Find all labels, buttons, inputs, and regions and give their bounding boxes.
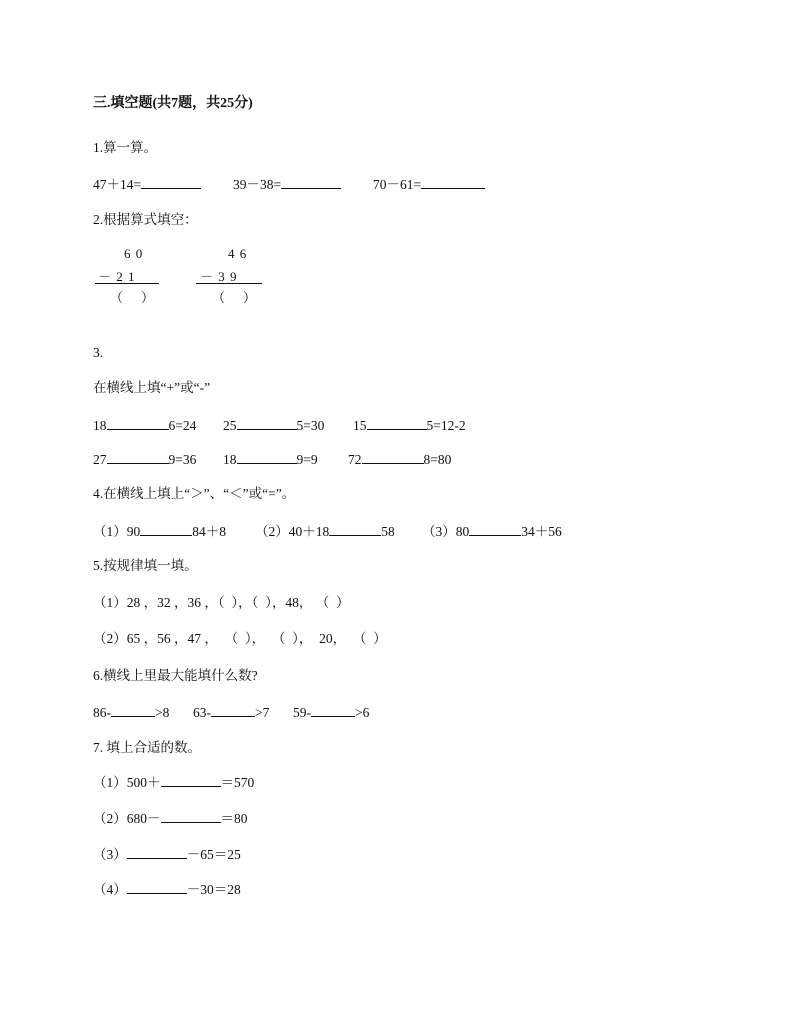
q7-item-2 xyxy=(93,809,248,828)
q7-index-3: （3） xyxy=(93,847,127,862)
q6-label: 6.横线上里最大能填什么数? xyxy=(93,668,258,683)
q3-r1-left-3: 15 xyxy=(353,418,367,433)
q6-right-3: >6 xyxy=(355,705,370,720)
answer-blank[interactable] xyxy=(281,175,341,189)
q3-r2-item-3 xyxy=(348,450,451,469)
q7-item-4 xyxy=(93,880,241,899)
q6-left-2: 63- xyxy=(193,705,211,720)
q4-left-2: 40＋18 xyxy=(288,524,330,539)
q7-label: 7. 填上合适的数。 xyxy=(93,740,201,755)
q7-index-1: （1） xyxy=(93,775,127,790)
answer-blank[interactable] xyxy=(329,522,381,536)
answer-blank[interactable] xyxy=(107,450,169,464)
q3-number: 3. xyxy=(93,345,104,360)
answer-blank[interactable] xyxy=(111,703,155,717)
answer-blank[interactable] xyxy=(237,450,297,464)
q2b-answer-paren[interactable]: （ ） xyxy=(212,290,258,305)
q3-r2-left-1: 27 xyxy=(93,452,107,467)
q1-item-1 xyxy=(93,175,201,194)
q3-r2-left-2: 18 xyxy=(223,452,237,467)
answer-blank[interactable] xyxy=(161,773,221,787)
q4-left-1: 90 xyxy=(126,524,141,539)
q7-index-2: （2） xyxy=(93,811,127,826)
q4-item-2 xyxy=(255,522,395,541)
q2a-rule xyxy=(95,283,159,284)
q6-left-1: 86- xyxy=(93,705,111,720)
q2b-minuend: 4 6 xyxy=(228,246,248,261)
q3-r2-right-1: 9=36 xyxy=(168,452,197,467)
q6-item-3 xyxy=(293,703,369,722)
q1-expr-1: 47＋14= xyxy=(93,177,142,192)
q3-r1-item-1 xyxy=(93,416,196,435)
q5-label: 5.按规律填一填。 xyxy=(93,558,198,573)
answer-blank[interactable] xyxy=(362,450,424,464)
q4-item-1 xyxy=(93,522,226,541)
q2b-rule xyxy=(196,283,262,284)
q4-right-2: 58 xyxy=(381,524,395,539)
q1-expr-2: 39－38= xyxy=(233,177,282,192)
q3-r1-left-2: 25 xyxy=(223,418,237,433)
answer-blank[interactable] xyxy=(237,416,297,430)
q2-label: 2.根据算式填空： xyxy=(93,212,198,227)
q2b-subtrahend: － 3 9 xyxy=(200,269,238,284)
answer-blank[interactable] xyxy=(141,175,201,189)
answer-blank[interactable] xyxy=(127,880,187,894)
q4-right-3: 34＋56 xyxy=(521,524,562,539)
answer-blank[interactable] xyxy=(469,522,521,536)
q3-r2-right-2: 9=9 xyxy=(296,452,318,467)
q3-r2-right-3: 8=80 xyxy=(423,452,452,467)
q7-index-4: （4） xyxy=(93,882,127,897)
q3-r1-right-1: 6=24 xyxy=(168,418,197,433)
q7-item-1 xyxy=(93,773,254,792)
q4-right-1: 84＋8 xyxy=(192,524,226,539)
q1-label: 1.算一算。 xyxy=(93,140,158,155)
q7-pre-1: 500＋ xyxy=(126,775,161,790)
q3-r1-item-3 xyxy=(353,416,466,435)
q6-left-3: 59- xyxy=(293,705,311,720)
q2a-minuend: 6 0 xyxy=(124,246,144,261)
q4-index-1: （1） xyxy=(93,524,127,539)
q7-pre-2: 680－ xyxy=(126,811,161,826)
q5-row-2[interactable]: （2）65 ，56 ，47 ， （ ）， （ ）， 20， （ ） xyxy=(93,631,387,646)
q6-item-2 xyxy=(193,703,269,722)
q1-item-3 xyxy=(373,175,485,194)
answer-blank[interactable] xyxy=(140,522,192,536)
q3-r1-left-1: 18 xyxy=(93,418,107,433)
answer-blank[interactable] xyxy=(367,416,427,430)
q3-r1-item-2 xyxy=(223,416,324,435)
q2a-answer-paren[interactable]: （ ） xyxy=(110,290,156,305)
answer-blank[interactable] xyxy=(107,416,169,430)
q7-post-1: ＝570 xyxy=(220,775,255,790)
q3-r2-item-2 xyxy=(223,450,318,469)
q2a-subtrahend: － 2 1 xyxy=(98,269,136,284)
q6-item-1 xyxy=(93,703,169,722)
q6-right-2: >7 xyxy=(255,705,270,720)
q6-right-1: >8 xyxy=(155,705,170,720)
section-title: 三.填空题(共7题，共25分) xyxy=(93,96,253,111)
q1-expr-3: 70－61= xyxy=(373,177,422,192)
q1-item-2 xyxy=(233,175,341,194)
q4-item-3 xyxy=(422,522,562,541)
q4-left-3: 80 xyxy=(455,524,470,539)
q7-post-2: ＝80 xyxy=(220,811,248,826)
q7-post-3: －65＝25 xyxy=(186,847,241,862)
q4-index-2: （2） xyxy=(255,524,289,539)
q5-row-1[interactable]: （1）28 ，32 ，36 ，（ ），（ ），48， （ ） xyxy=(93,595,350,610)
q4-label: 4.在横线上填上“＞”、“＜”或“=”。 xyxy=(93,486,296,501)
q3-r1-right-3: 5=12-2 xyxy=(426,418,466,433)
answer-blank[interactable] xyxy=(211,703,255,717)
q3-r1-right-2: 5=30 xyxy=(296,418,325,433)
q4-index-3: （3） xyxy=(422,524,456,539)
q3-r2-left-3: 72 xyxy=(348,452,362,467)
q3-prompt: 在横线上填“+”或“-” xyxy=(93,380,211,395)
answer-blank[interactable] xyxy=(421,175,485,189)
q7-item-3 xyxy=(93,845,241,864)
answer-blank[interactable] xyxy=(127,845,187,859)
answer-blank[interactable] xyxy=(311,703,355,717)
q7-post-4: －30＝28 xyxy=(186,882,241,897)
answer-blank[interactable] xyxy=(161,809,221,823)
q3-r2-item-1 xyxy=(93,450,196,469)
